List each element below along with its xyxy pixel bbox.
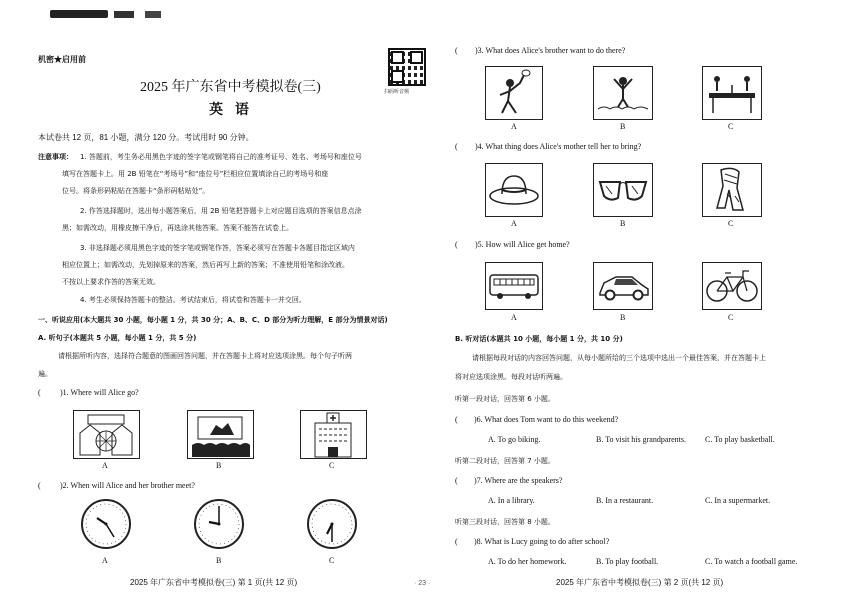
note-4: 4. 考生必须保持答题卡的整洁。考试结束后，将试卷和答题卡一并交回。	[80, 296, 306, 304]
q7-option-a[interactable]: A. In a library.	[488, 496, 535, 505]
answer-paren: (	[455, 46, 458, 55]
answer-paren: (	[38, 481, 41, 490]
q7-option-c[interactable]: C. In a supermarket.	[705, 496, 771, 505]
q3-stem: )3. What does Alice's brother want to do there?	[475, 46, 626, 55]
answer-paren: (	[455, 240, 458, 249]
q2-label-c: C	[329, 556, 335, 565]
part-a-heading: A. 听句子(本题共 5 小题，每小题 1 分，共 5 分)	[38, 334, 197, 342]
q7-stem: )7. Where are the speakers?	[474, 476, 563, 485]
q6-option-a[interactable]: A. To go biking.	[488, 435, 541, 444]
q2-option-c-clock-image[interactable]	[303, 498, 361, 554]
qr-code	[388, 48, 426, 86]
subject-title: 英 语	[209, 101, 253, 117]
q8-option-b[interactable]: B. To play football.	[596, 557, 659, 566]
q5-stem: )5. How will Alice get home?	[475, 240, 570, 249]
part-b-instruction-1: 请根据每段对话的内容回答问题，从每小题所给的三个选项中选出一个最佳答案，并在答题卡上	[472, 354, 766, 362]
q5-option-b-car-image[interactable]	[593, 262, 653, 310]
q5-label-a: A	[511, 313, 517, 322]
note-2-line-1: 2. 作答选择题时，选出每小题答案后，用 2B 铅笔把答题卡上对应题目选项的答案信息点涂	[80, 207, 362, 215]
q5-label-b: B	[620, 313, 626, 322]
q1-label-b: B	[216, 461, 222, 470]
qr-caption: 扫码听音频	[384, 89, 410, 95]
answer-paren: (	[455, 142, 458, 151]
q6-option-c[interactable]: C. To play basketball.	[705, 435, 775, 444]
q1-option-a-amusement-park-image[interactable]	[73, 410, 140, 459]
q6-stem: )6. What does Tom want to do this weekend?	[474, 415, 619, 424]
q3-label-a: A	[511, 122, 517, 131]
note-1-line-3: 位号。将条形码粘贴在答题卡“条形码粘贴处”。	[62, 187, 210, 195]
q5-option-a-bus-image[interactable]	[485, 262, 543, 310]
q2-option-b-clock-image[interactable]	[190, 498, 248, 554]
q3-label-b: B	[620, 122, 626, 131]
dialogue-1-note: 听第一段对话，回答第 6 小题。	[455, 395, 555, 403]
q1-option-b-cinema-image[interactable]	[187, 410, 254, 459]
part-b-instruction-2: 将对应选项涂黑。每段对话听两遍。	[455, 373, 567, 381]
confidential-label: 机密★启用前	[38, 55, 86, 64]
q4-label-a: A	[511, 219, 517, 228]
q4-stem: )4. What thing does Alice's mother tell her to bring?	[475, 142, 642, 151]
note-1-line-1: 1. 答题前，考生务必用黑色字迹的签字笔或钢笔将自己的准考证号、姓名、考场号和座位号	[80, 153, 362, 161]
answer-paren: (	[38, 388, 41, 397]
q1-stem: )1. Where will Alice go?	[60, 388, 139, 397]
q4-option-b-sunglasses-image[interactable]	[593, 163, 653, 217]
q5-label-c: C	[728, 313, 734, 322]
q1-option-c-hospital-image[interactable]	[300, 410, 367, 459]
part-b-heading: B. 听对话(本题共 10 小题，每小题 1 分，共 10 分)	[455, 335, 623, 343]
q5-option-c-bicycle-image[interactable]	[702, 262, 762, 310]
note-3-line-3: 不按以上要求作答的答案无效。	[62, 278, 160, 286]
q8-option-c[interactable]: C. To watch a football game.	[705, 557, 798, 566]
answer-paren: (	[455, 415, 458, 424]
q1-label-c: C	[329, 461, 335, 470]
q3-option-b-swimming-image[interactable]	[593, 66, 653, 120]
q2-label-a: A	[102, 556, 108, 565]
notes-label: 注意事项：	[38, 153, 73, 161]
q3-option-a-badminton-image[interactable]	[485, 66, 543, 120]
q3-label-c: C	[728, 122, 734, 131]
exam-title: 2025 年广东省中考模拟卷(三)	[140, 80, 321, 95]
header-mark	[145, 11, 161, 18]
q4-option-a-hat-image[interactable]	[485, 163, 543, 217]
note-1-line-2: 填写在答题卡上。用 2B 铅笔在“考场号”和“座位号”栏相应位置填涂自己的考场号和座	[62, 170, 329, 178]
note-3-line-1: 3. 非选择题必须用黑色字迹的签字笔或钢笔作答，答案必须写在答题卡各题目指定区域内	[80, 244, 355, 252]
answer-paren: (	[455, 537, 458, 546]
q8-stem: )8. What is Lucy going to do after school?	[474, 537, 610, 546]
q6-option-b[interactable]: B. To visit his grandparents.	[596, 435, 686, 444]
answer-paren: (	[455, 476, 458, 485]
part-a-instruction-1: 请根据所听内容，选择符合题意的图画回答问题，并在答题卡上将对应选项涂黑。每个句子听两	[58, 352, 352, 360]
section-1-heading: 一、听说应用(本大题共 30 小题，每小题 1 分，共 30 分；A、B、C、D 部分为听力理解，E 部分为情景对话)	[38, 316, 388, 324]
note-2-line-2: 黑；如需改动，用橡皮擦干净后，再选涂其他答案。答案不能答在试卷上。	[62, 224, 293, 232]
exam-intro: 本试卷共 12 页，81 小题，满分 120 分。考试用时 90 分钟。	[38, 133, 254, 142]
q7-option-b[interactable]: B. In a restaurant.	[596, 496, 654, 505]
q2-label-b: B	[216, 556, 222, 565]
header-mark	[50, 10, 108, 18]
q1-label-a: A	[102, 461, 108, 470]
q2-stem: )2. When will Alice and her brother meet?	[60, 481, 195, 490]
header-mark	[114, 11, 134, 18]
dialogue-2-note: 听第二段对话，回答第 7 小题。	[455, 457, 555, 465]
note-3-line-2: 相应位置上；如需改动，先划掉原来的答案，然后再写上新的答案；不准使用铅笔和涂改液。	[62, 261, 349, 269]
footer-left: 2025 年广东省中考模拟卷(三) 第 1 页(共 12 页)	[130, 578, 298, 587]
part-a-instruction-2: 遍。	[38, 370, 52, 378]
footer-right: 2025 年广东省中考模拟卷(三) 第 2 页(共 12 页)	[556, 578, 724, 587]
q8-option-a[interactable]: A. To do her homework.	[488, 557, 567, 566]
q3-option-c-table-tennis-image[interactable]	[702, 66, 762, 120]
q4-label-b: B	[620, 219, 626, 228]
center-page-number: · 23 ·	[414, 580, 431, 587]
q2-option-a-clock-image[interactable]	[77, 498, 135, 554]
q4-option-c-scarf-image[interactable]	[702, 163, 762, 217]
q4-label-c: C	[728, 219, 734, 228]
dialogue-3-note: 听第三段对话，回答第 8 小题。	[455, 518, 555, 526]
